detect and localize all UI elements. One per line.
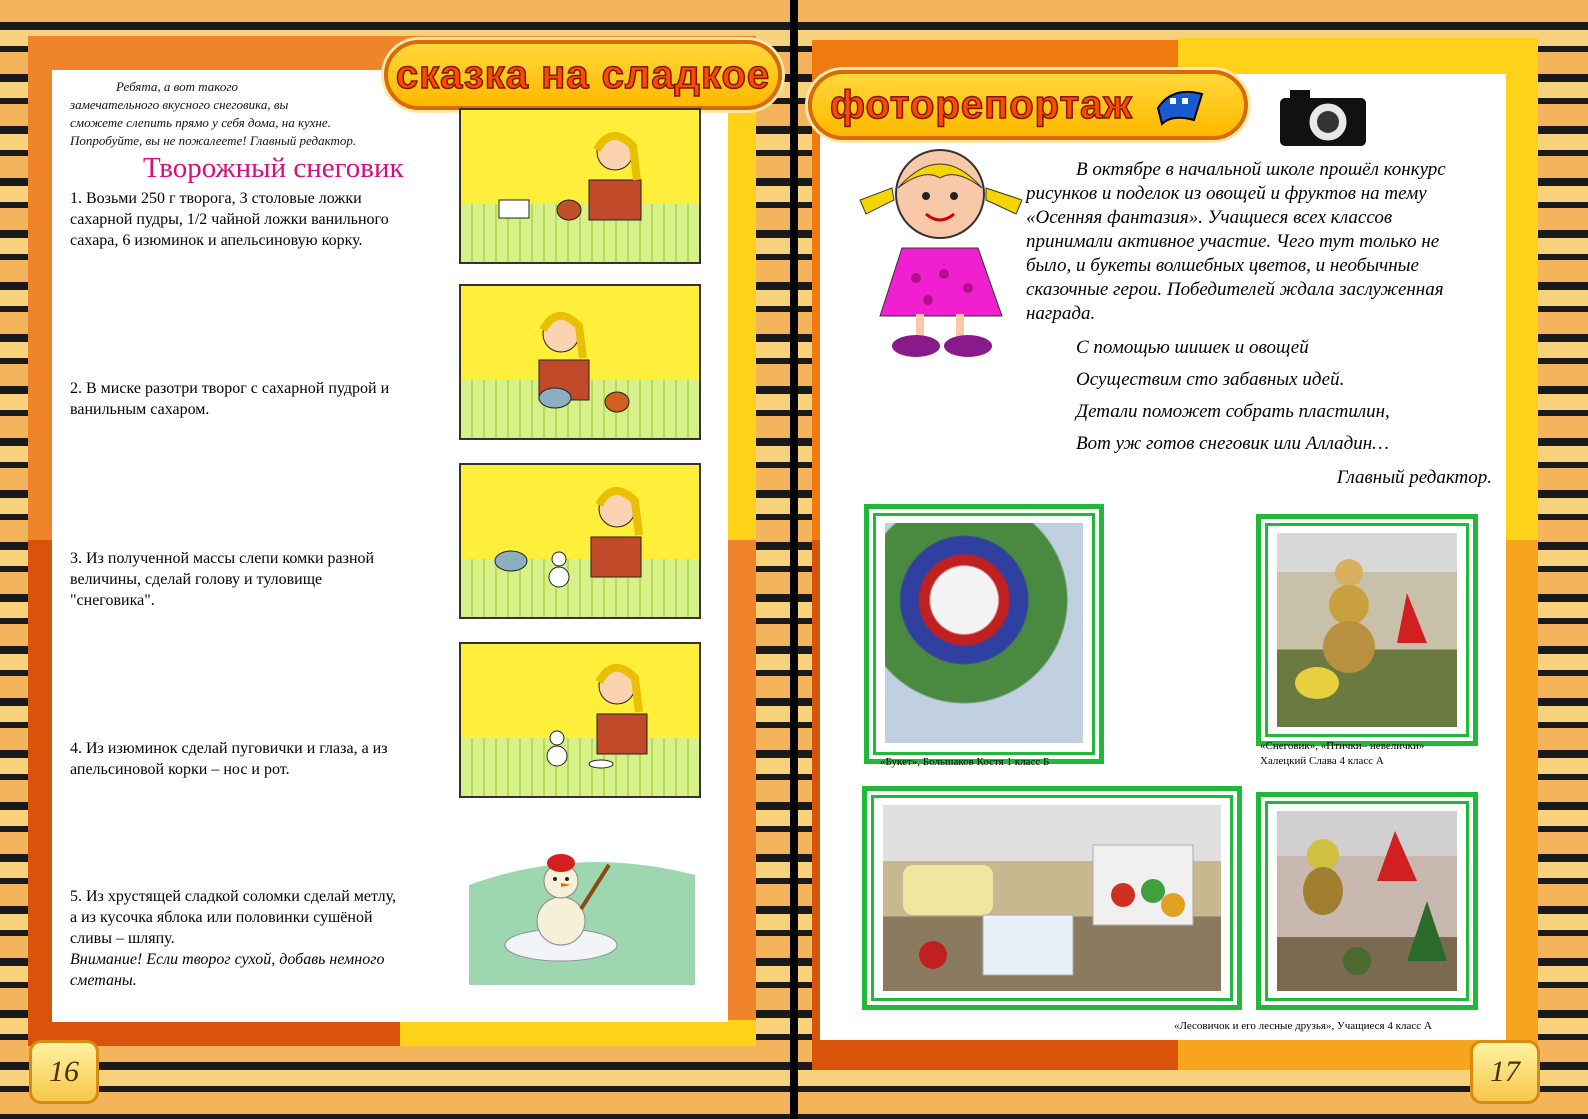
poem-line: С помощью шишек и овощей: [1076, 337, 1309, 358]
step-line: 3. Из полученной массы слепи комки разной: [70, 550, 375, 567]
step-line: 5. Из хрустящей сладкой соломки сделай метлу,: [70, 888, 396, 905]
right-section-title: фоторепортаж: [830, 83, 1133, 127]
step-line: сливы – шляпу.: [70, 930, 175, 947]
step-line: а из кусочка яблока или половинки сушёной: [70, 909, 373, 926]
article-line: награда.: [1026, 303, 1096, 324]
article-line: было, и букеты волшебных цветов, и необычные: [1026, 255, 1419, 276]
comic-step-4: [459, 642, 701, 798]
photo-bouquet: [885, 523, 1083, 743]
step-1: [70, 188, 450, 251]
intro-line: замечательного вкусного снеговика, вы: [70, 97, 289, 112]
photo-frame-bouquet: [864, 504, 1104, 764]
caption-snowman-2: Халецкий Слава 4 класс А: [1260, 755, 1384, 767]
photo-frame-forest: [1256, 792, 1478, 1010]
girl-shaping-illustration: [461, 465, 699, 617]
article-line: сказочные герои. Победителей ждала заслуженная: [1026, 279, 1444, 300]
poem: [1076, 332, 1496, 460]
step-2: [70, 378, 450, 420]
step-3: [70, 548, 450, 611]
film-strip-icon: [1152, 80, 1208, 128]
step-5: [70, 886, 455, 991]
article-line: «Осенняя фантазия». Учащиеся всех классов: [1026, 207, 1393, 228]
left-page: [0, 0, 790, 1119]
photo-table: [883, 805, 1221, 991]
left-yellow-band: [400, 1020, 756, 1046]
page-number-right: 17: [1470, 1040, 1540, 1104]
girl-mixing-illustration: [461, 286, 699, 438]
left-yellow-side: [728, 100, 756, 540]
caption-bouquet: «Букет», Большаков Костя 1 класс Б: [880, 756, 1050, 768]
step-line: сахара, 6 изюминок и апельсиновую корку.: [70, 232, 363, 249]
step-line: ванильным сахаром.: [70, 401, 210, 418]
step-line: величины, сделай голову и туловище: [70, 571, 323, 588]
step-4: [70, 738, 450, 780]
article-line: рисунков и поделок из овощей и фруктов на тему: [1026, 183, 1427, 204]
snowman-final-illustration: [459, 825, 699, 995]
step-line: "снеговика".: [70, 592, 155, 609]
step-line: 4. Из изюминок сделай пуговички и глаза, а из: [70, 740, 388, 757]
caption-forest: «Лесовичок и его лесные друзья», Учащиеся 4 класс А: [1174, 1020, 1432, 1032]
step-line: сахарной пудры, 1/2 чайной ложки ванильного: [70, 211, 389, 228]
camera-icon: [1276, 84, 1372, 148]
warning-line: Внимание! Если творог сухой, добавь немного: [70, 951, 385, 968]
comic-step-3: [459, 463, 701, 619]
girl-decorating-illustration: [461, 644, 699, 796]
intro-line: Ребята, а вот такого: [116, 79, 238, 94]
signature: Главный редактор.: [1336, 467, 1492, 488]
intro-line: Попробуйте, вы не пожалеете! Главный редактор.: [70, 133, 357, 148]
poem-line: Осуществим сто забавных идей.: [1076, 369, 1345, 390]
article-text: [1026, 158, 1496, 326]
photo-snowman: [1277, 533, 1457, 727]
intro-text: [70, 78, 430, 150]
comic-step-1: [459, 108, 701, 264]
photo-frame-table: [862, 786, 1242, 1010]
poem-line: Детали поможет собрать пластилин,: [1076, 401, 1390, 422]
article-line: В октябре в начальной школе прошёл конкурс: [1076, 159, 1446, 180]
recipe-title: Творожный снеговик: [143, 152, 404, 184]
girl-illustration: [461, 110, 699, 262]
page-number-left: 16: [29, 1040, 99, 1104]
article-line: принимали активное участие. Чего тут только не: [1026, 231, 1440, 252]
spine: [790, 0, 798, 1119]
caption-snowman-1: «Снеговик», «Птички– невелички»: [1260, 740, 1425, 752]
comic-step-2: [459, 284, 701, 440]
left-section-title-pill: [384, 40, 782, 110]
cartoon-girl-illustration: [856, 148, 1026, 360]
photo-frame-snowman: [1256, 514, 1478, 746]
step-line: 1. Возьми 250 г творога, 3 столовые ложки: [70, 190, 362, 207]
intro-line: сможете слепить прямо у себя дома, на кухне.: [70, 115, 331, 130]
photo-forest: [1277, 811, 1457, 991]
warning-line: сметаны.: [70, 972, 137, 989]
poem-line: Вот уж готов снеговик или Алладин…: [1076, 433, 1390, 454]
step-line: 2. В миске разотри творог с сахарной пудрой и: [70, 380, 390, 397]
left-section-title: сказка на сладкое: [395, 53, 771, 97]
step-line: апельсиновой корки – нос и рот.: [70, 761, 290, 778]
right-page: [798, 0, 1588, 1119]
